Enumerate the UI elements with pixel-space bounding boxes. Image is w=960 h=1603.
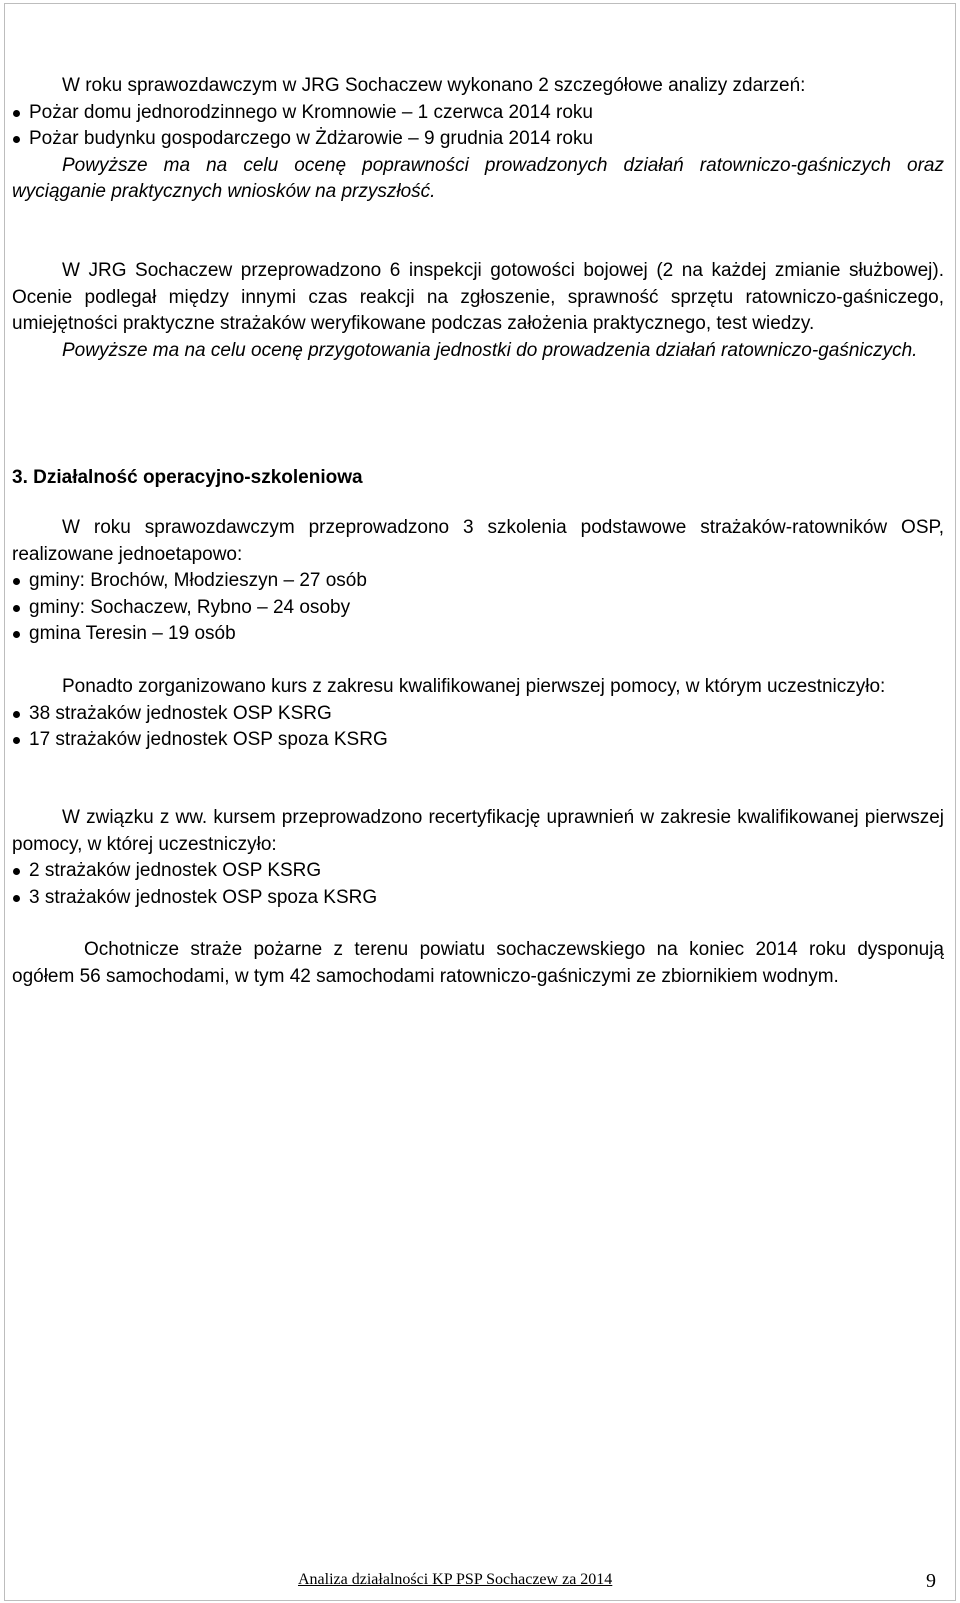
inspection-note: Powyższe ma na celu ocenę przygotowania jednostki do prowadzenia działań ratowniczo-gaśniczych.: [62, 339, 918, 361]
list-item: gmina Teresin – 19 osób: [12, 621, 944, 648]
training-list: [12, 568, 944, 648]
document-page: [4, 3, 956, 1601]
course-intro: Ponadto zorganizowano kurs z zakresu kwalifikowanej pierwszej pomocy, w którym uczestniczyło:: [62, 676, 886, 697]
list-item: Pożar budynku gospodarczego w Żdżarowie – 9 grudnia 2014 roku: [12, 126, 944, 153]
training-section: [12, 515, 944, 648]
list-item: 2 strażaków jednostek OSP KSRG: [12, 858, 944, 885]
list-item: 38 strażaków jednostek OSP KSRG: [12, 701, 944, 728]
analysis-intro: W roku sprawozdawczym w JRG Sochaczew wykonano 2 szczegółowe analizy zdarzeń:: [62, 75, 806, 96]
training-intro: W roku sprawozdawczym przeprowadzono 3 szkolenia podstawowe strażaków-ratowników OSP, realizowane jednoetapowo:: [12, 517, 944, 565]
recert-intro: W związku z ww. kursem przeprowadzono recertyfikację uprawnień w zakresie kwalifikowanej pierwszej pomocy, w której uczestniczyło:: [12, 807, 944, 855]
recert-section: [12, 805, 944, 911]
list-item: gminy: Sochaczew, Rybno – 24 osoby: [12, 595, 944, 622]
course-list: [12, 701, 944, 754]
inspection-text: W JRG Sochaczew przeprowadzono 6 inspekcji gotowości bojowej (2 na każdej zmianie służbowej). Ocenie podlegał między innymi czas reakcji na zgłoszenie, sprawność sprzętu ratowniczo-gaśniczego, umiejętności praktyczne strażaków weryfikowane podczas założenia praktycznego, test wiedzy.: [12, 260, 944, 334]
section-3: [12, 465, 944, 492]
closing-text: Ochotnicze straże pożarne z terenu powiatu sochaczewskiego na koniec 2014 roku dysponują ogółem 56 samochodami, w tym 42 samochodami ratowniczo-gaśniczymi ze zbiornikiem wodnym.: [12, 939, 944, 987]
footer-title: Analiza działalności KP PSP Sochaczew za 2014: [298, 1571, 613, 1588]
analysis-list: [12, 100, 944, 153]
list-item: gminy: Brochów, Młodzieszyn – 27 osób: [12, 568, 944, 595]
closing-section: [12, 937, 944, 990]
section-heading: 3. Działalność operacyjno-szkoleniowa: [12, 467, 363, 488]
list-item: 17 strażaków jednostek OSP spoza KSRG: [12, 727, 944, 754]
list-item: Pożar domu jednorodzinnego w Kromnowie – 1 czerwca 2014 roku: [12, 100, 944, 127]
analysis-note: Powyższe ma na celu ocenę poprawności prowadzonych działań ratowniczo-gaśniczych oraz wyciąganie praktycznych wniosków na przyszłość.: [12, 154, 944, 202]
page-number: 9: [926, 1570, 936, 1592]
list-item: 3 strażaków jednostek OSP spoza KSRG: [12, 885, 944, 912]
recert-list: [12, 858, 944, 911]
inspection-section: [12, 258, 944, 364]
analysis-section: [12, 73, 944, 206]
course-section: [12, 674, 944, 754]
